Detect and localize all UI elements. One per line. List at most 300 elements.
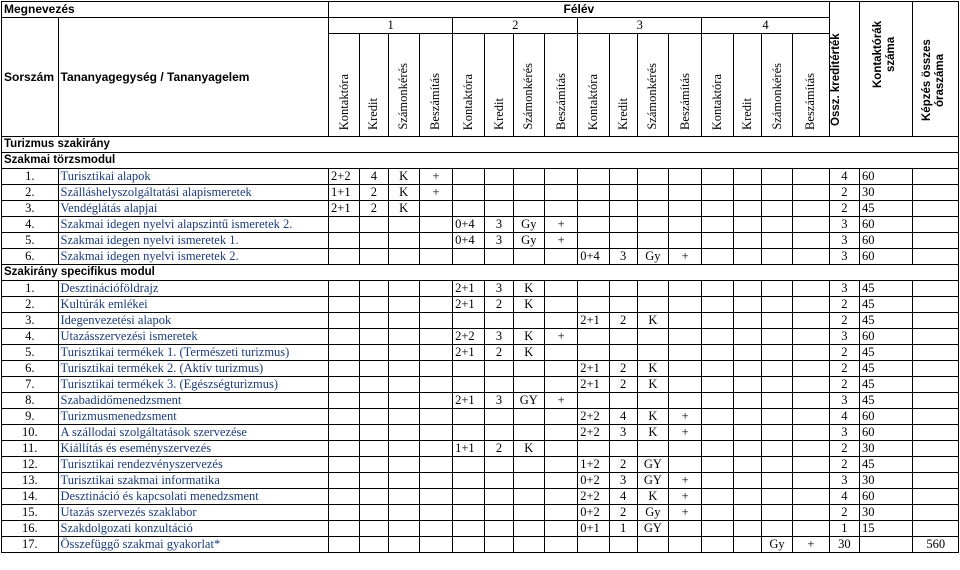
table-row (2, 217, 959, 233)
kontaktora-cell (578, 537, 609, 553)
kontaktora-cell (329, 297, 360, 313)
table-row (2, 393, 959, 409)
kontaktora-cell (702, 377, 733, 393)
kredit-cell (609, 217, 637, 233)
sem3-beszamitas-header: Beszámítás (669, 34, 702, 137)
sem2-kontaktora-header: Kontaktóra (453, 34, 485, 137)
beszamitas-cell (419, 489, 452, 505)
beszamitas-cell: + (669, 473, 702, 489)
kontaktorak-cell: 45 (859, 201, 912, 217)
kontaktora-cell: 2+1 (578, 377, 609, 393)
szamonkeres-cell (761, 185, 792, 201)
kontaktora-cell: 2+2 (578, 409, 609, 425)
table-row (2, 345, 959, 361)
beszamitas-cell (544, 425, 577, 441)
beszamitas-cell: + (793, 537, 830, 553)
kontaktorak-cell: 60 (859, 329, 912, 345)
szamonkeres-cell (761, 297, 792, 313)
beszamitas-cell (544, 377, 577, 393)
szamonkeres-cell (637, 201, 668, 217)
szamonkeres-cell (761, 425, 792, 441)
kontaktora-cell (702, 361, 733, 377)
row-number: 14. (2, 489, 59, 505)
beszamitas-cell (669, 361, 702, 377)
subject-name: Szabadidőmenedzsment (58, 393, 329, 409)
szamonkeres-cell (513, 489, 544, 505)
kredit-cell: 2 (609, 313, 637, 329)
kredit-cell (733, 457, 761, 473)
kredit-cell (360, 217, 388, 233)
beszamitas-cell (793, 217, 830, 233)
kredit-cell (733, 489, 761, 505)
kredit-cell (733, 425, 761, 441)
beszamitas-cell (793, 393, 830, 409)
kredit-cell (485, 409, 513, 425)
kontaktorak-cell: 45 (859, 377, 912, 393)
beszamitas-cell (544, 489, 577, 505)
kredit-cell (733, 185, 761, 201)
ossz-kredit-cell: 30 (829, 537, 859, 553)
beszamitas-cell (669, 297, 702, 313)
kredit-cell: 4 (609, 489, 637, 505)
semester-3-header: 3 (578, 18, 702, 34)
subject-name: Turisztikai termékek 1. (Természeti turizmus) (58, 345, 329, 361)
row-number: 2. (2, 185, 59, 201)
kepzes-cell (913, 377, 959, 393)
beszamitas-cell (669, 457, 702, 473)
semester-4-header: 4 (702, 18, 829, 34)
kredit-cell (360, 361, 388, 377)
beszamitas-cell (544, 169, 577, 185)
beszamitas-cell: + (544, 217, 577, 233)
kontaktora-cell (702, 169, 733, 185)
szamonkeres-cell: K (637, 425, 668, 441)
row-number: 4. (2, 329, 59, 345)
szamonkeres-cell (761, 361, 792, 377)
szamonkeres-cell (761, 489, 792, 505)
kontaktora-cell: 2+1 (453, 297, 485, 313)
table-row (2, 297, 959, 313)
kontaktora-cell (578, 169, 609, 185)
szamonkeres-cell: GY (513, 393, 544, 409)
kredit-cell: 2 (360, 201, 388, 217)
szamonkeres-cell (513, 169, 544, 185)
szamonkeres-cell: GY (637, 521, 668, 537)
beszamitas-cell (544, 297, 577, 313)
kontaktorak-cell: 60 (859, 233, 912, 249)
szamonkeres-cell (637, 281, 668, 297)
beszamitas-cell (793, 457, 830, 473)
kepzes-cell (913, 393, 959, 409)
beszamitas-cell (419, 377, 452, 393)
kredit-cell (360, 457, 388, 473)
beszamitas-cell (419, 297, 452, 313)
beszamitas-cell: + (669, 425, 702, 441)
szamonkeres-cell (388, 281, 419, 297)
kontaktora-cell (702, 425, 733, 441)
beszamitas-cell: + (544, 329, 577, 345)
kontaktora-cell (453, 169, 485, 185)
beszamitas-cell (544, 185, 577, 201)
sem3-szamonkeres-header: Számonkérés (637, 34, 668, 137)
szamonkeres-cell (761, 377, 792, 393)
beszamitas-cell (419, 521, 452, 537)
kontaktora-cell (702, 489, 733, 505)
beszamitas-cell (793, 409, 830, 425)
szamonkeres-cell: K (637, 489, 668, 505)
kontaktora-cell (329, 425, 360, 441)
kontaktora-cell (329, 361, 360, 377)
kontaktorak-cell: 30 (859, 505, 912, 521)
subject-name: Turizmusmenedzsment (58, 409, 329, 425)
beszamitas-cell (419, 201, 452, 217)
kredit-cell: 3 (609, 473, 637, 489)
beszamitas-cell: + (419, 169, 452, 185)
kontaktorak-cell: 30 (859, 185, 912, 201)
kredit-cell (360, 425, 388, 441)
beszamitas-cell: + (419, 185, 452, 201)
beszamitas-cell (669, 185, 702, 201)
kontaktora-cell (453, 185, 485, 201)
szamonkeres-cell: K (513, 441, 544, 457)
kepzes-cell (913, 457, 959, 473)
szamonkeres-cell (513, 537, 544, 553)
kredit-cell (733, 313, 761, 329)
kontaktorak-cell: 30 (859, 441, 912, 457)
semester-2-header: 2 (453, 18, 578, 34)
kredit-cell (733, 393, 761, 409)
section-szakirany-label: Turizmus szakirány (2, 137, 959, 153)
kredit-cell (485, 457, 513, 473)
beszamitas-cell (419, 361, 452, 377)
kontaktora-cell (702, 473, 733, 489)
szamonkeres-cell (513, 521, 544, 537)
table-row (2, 473, 959, 489)
szamonkeres-cell (761, 505, 792, 521)
kontaktora-cell (578, 281, 609, 297)
beszamitas-cell (669, 521, 702, 537)
beszamitas-cell (544, 457, 577, 473)
szamonkeres-cell (513, 505, 544, 521)
curriculum-table (1, 1, 959, 553)
beszamitas-cell (669, 233, 702, 249)
row-number: 7. (2, 377, 59, 393)
kepzes-cell (913, 409, 959, 425)
kredit-cell (609, 281, 637, 297)
subject-name: A szállodai szolgáltatások szervezése (58, 425, 329, 441)
kontaktorak-cell: 60 (859, 409, 912, 425)
kredit-cell (360, 377, 388, 393)
kontaktora-cell (702, 185, 733, 201)
szamonkeres-cell (388, 393, 419, 409)
kredit-cell (733, 233, 761, 249)
kredit-cell: 3 (485, 233, 513, 249)
kontaktora-cell (329, 457, 360, 473)
kontaktorak-cell: 45 (859, 393, 912, 409)
subject-name: Szálláshelyszolgáltatási alapismeretek (58, 185, 329, 201)
szamonkeres-cell (637, 185, 668, 201)
kredit-cell (360, 249, 388, 265)
subject-name: Turisztikai szakmai informatika (58, 473, 329, 489)
kontaktora-cell (329, 249, 360, 265)
szamonkeres-cell: Gy (637, 249, 668, 265)
kredit-cell (733, 345, 761, 361)
szamonkeres-cell (637, 329, 668, 345)
szamonkeres-cell: K (637, 377, 668, 393)
kontaktora-cell: 2+2 (329, 169, 360, 185)
beszamitas-cell (544, 281, 577, 297)
kontaktora-cell (702, 297, 733, 313)
beszamitas-cell (419, 233, 452, 249)
kredit-cell: 3 (609, 425, 637, 441)
kontaktora-cell (702, 313, 733, 329)
szamonkeres-cell (637, 393, 668, 409)
beszamitas-cell: + (669, 249, 702, 265)
sem4-beszamitas-header: Beszámítás (793, 34, 830, 137)
kepzes-cell (913, 249, 959, 265)
section-torzsmodul-label: Szakmai törzsmodul (2, 153, 959, 169)
kontaktora-cell (329, 489, 360, 505)
kontaktora-cell (702, 217, 733, 233)
szamonkeres-cell (388, 329, 419, 345)
beszamitas-cell (544, 505, 577, 521)
szamonkeres-cell (513, 185, 544, 201)
szamonkeres-cell (388, 505, 419, 521)
szamonkeres-cell (388, 249, 419, 265)
kontaktorak-cell: 60 (859, 169, 912, 185)
kontaktora-cell: 2+2 (578, 489, 609, 505)
beszamitas-cell: + (669, 409, 702, 425)
szamonkeres-cell (388, 361, 419, 377)
table-row (2, 377, 959, 393)
beszamitas-cell (419, 441, 452, 457)
beszamitas-cell (419, 329, 452, 345)
ossz-kredit-cell: 3 (829, 473, 859, 489)
kontaktora-cell (702, 201, 733, 217)
kepzes-cell (913, 489, 959, 505)
szamonkeres-cell (761, 409, 792, 425)
sem2-szamonkeres-header: Számonkérés (513, 34, 544, 137)
kepzes-cell (913, 169, 959, 185)
table-row (2, 169, 959, 185)
szamonkeres-cell: Gy (761, 537, 792, 553)
kontaktora-cell (329, 217, 360, 233)
beszamitas-cell (793, 521, 830, 537)
kontaktora-cell (702, 409, 733, 425)
kontaktorak-cell: 60 (859, 249, 912, 265)
szamonkeres-cell: K (637, 361, 668, 377)
sem1-kontaktora-header: Kontaktóra (329, 34, 360, 137)
kredit-cell (485, 425, 513, 441)
kepzes-cell (913, 201, 959, 217)
szamonkeres-cell (388, 537, 419, 553)
kredit-cell (360, 537, 388, 553)
ossz-kredit-cell: 3 (829, 217, 859, 233)
kepzes-cell (913, 521, 959, 537)
kredit-cell (733, 297, 761, 313)
szamonkeres-cell: Gy (513, 233, 544, 249)
kontaktora-cell (578, 329, 609, 345)
szamonkeres-cell (513, 201, 544, 217)
kontaktora-cell: 2+2 (578, 425, 609, 441)
kontaktora-cell (453, 457, 485, 473)
kredit-cell (360, 409, 388, 425)
kontaktorak-cell: 45 (859, 345, 912, 361)
kontaktora-cell (453, 361, 485, 377)
beszamitas-cell (669, 393, 702, 409)
kredit-cell (485, 473, 513, 489)
row-number: 10. (2, 425, 59, 441)
beszamitas-cell (793, 169, 830, 185)
beszamitas-cell: + (544, 233, 577, 249)
ossz-kredit-cell: 2 (829, 345, 859, 361)
kontaktora-cell (702, 345, 733, 361)
kontaktora-cell (578, 441, 609, 457)
szamonkeres-cell (513, 313, 544, 329)
kontaktora-cell (578, 345, 609, 361)
row-number: 13. (2, 473, 59, 489)
section-torzsmodul (2, 153, 959, 169)
kontaktora-cell (329, 345, 360, 361)
kontaktora-cell: 1+1 (329, 185, 360, 201)
kredit-cell (733, 377, 761, 393)
szamonkeres-cell (761, 473, 792, 489)
kontaktora-cell: 2+1 (578, 361, 609, 377)
kredit-cell (609, 169, 637, 185)
szamonkeres-cell (637, 169, 668, 185)
kontaktora-cell (702, 393, 733, 409)
kontaktora-cell (329, 281, 360, 297)
subject-name: Turisztikai termékek 2. (Aktív turizmus) (58, 361, 329, 377)
beszamitas-cell: + (669, 489, 702, 505)
ossz-kredit-cell: 2 (829, 361, 859, 377)
beszamitas-cell (793, 345, 830, 361)
ossz-kredit-cell: 1 (829, 521, 859, 537)
kredit-cell (609, 233, 637, 249)
ossz-kredit-cell: 2 (829, 377, 859, 393)
sem2-beszamitas-header: Beszámítás (544, 34, 577, 137)
szamonkeres-cell (388, 409, 419, 425)
table-row (2, 249, 959, 265)
kontaktora-cell (578, 185, 609, 201)
beszamitas-cell (544, 345, 577, 361)
kepzes-cell (913, 281, 959, 297)
kredit-cell (609, 537, 637, 553)
kontaktora-cell (453, 409, 485, 425)
beszamitas-cell (419, 473, 452, 489)
szamonkeres-cell (761, 441, 792, 457)
kredit-cell (485, 377, 513, 393)
szamonkeres-cell: K (388, 201, 419, 217)
kepzes-cell (913, 361, 959, 377)
kontaktora-cell (702, 505, 733, 521)
szamonkeres-cell (513, 457, 544, 473)
subject-name: Turisztikai alapok (58, 169, 329, 185)
szamonkeres-cell (761, 217, 792, 233)
sem1-kredit-header: Kredit (360, 34, 388, 137)
row-number: 5. (2, 345, 59, 361)
szamonkeres-cell: GY (637, 457, 668, 473)
row-number: 2. (2, 297, 59, 313)
szamonkeres-cell (761, 329, 792, 345)
subject-name: Utazás szervezés szaklabor (58, 505, 329, 521)
header-row-2 (2, 18, 959, 34)
kontaktora-cell: 2+1 (329, 201, 360, 217)
beszamitas-cell (669, 281, 702, 297)
kontaktora-cell (329, 409, 360, 425)
szamonkeres-cell (637, 441, 668, 457)
kontaktorak-header: Kontaktórák száma (859, 2, 912, 137)
table-row (2, 489, 959, 505)
kontaktora-cell: 2+1 (453, 281, 485, 297)
kepzes-cell (913, 185, 959, 201)
ossz-kredit-cell: 4 (829, 409, 859, 425)
row-number: 4. (2, 217, 59, 233)
kredit-cell: 4 (609, 409, 637, 425)
megnevezes-header: Megnevezés (2, 2, 329, 18)
kepzes-cell (913, 313, 959, 329)
szamonkeres-cell (388, 441, 419, 457)
kredit-cell (733, 537, 761, 553)
kredit-cell: 2 (609, 505, 637, 521)
szamonkeres-cell (388, 217, 419, 233)
kontaktora-cell (329, 537, 360, 553)
ossz-kredit-cell: 2 (829, 441, 859, 457)
kredit-cell: 2 (485, 297, 513, 313)
kredit-cell (733, 361, 761, 377)
kontaktora-cell (453, 249, 485, 265)
kredit-cell: 3 (485, 393, 513, 409)
kontaktora-cell (702, 537, 733, 553)
kontaktorak-cell: 30 (859, 473, 912, 489)
section-specifikus (2, 265, 959, 281)
kredit-cell: 2 (609, 361, 637, 377)
kepzes-cell (913, 233, 959, 249)
kredit-cell: 3 (485, 329, 513, 345)
kredit-cell (733, 329, 761, 345)
beszamitas-cell (544, 537, 577, 553)
szamonkeres-cell (388, 377, 419, 393)
row-number: 6. (2, 361, 59, 377)
kredit-cell (360, 233, 388, 249)
header-row-1 (2, 2, 959, 18)
kredit-cell: 2 (485, 441, 513, 457)
table-body (2, 137, 959, 553)
szamonkeres-cell (388, 313, 419, 329)
kredit-cell: 3 (609, 249, 637, 265)
szamonkeres-cell: K (388, 185, 419, 201)
section-szakirany (2, 137, 959, 153)
szamonkeres-cell: K (388, 169, 419, 185)
szamonkeres-cell (637, 345, 668, 361)
kredit-cell (360, 489, 388, 505)
sorszam-header: Sorszám (2, 18, 59, 137)
kontaktora-cell (702, 281, 733, 297)
szamonkeres-cell (637, 537, 668, 553)
row-number: 12. (2, 457, 59, 473)
kontaktora-cell (329, 233, 360, 249)
table-row (2, 361, 959, 377)
beszamitas-cell: + (544, 393, 577, 409)
szamonkeres-cell (761, 233, 792, 249)
kredit-cell (360, 505, 388, 521)
beszamitas-cell (419, 345, 452, 361)
subject-name: Desztinációföldrajz (58, 281, 329, 297)
table-row (2, 505, 959, 521)
szamonkeres-cell: K (513, 281, 544, 297)
kontaktorak-cell: 15 (859, 521, 912, 537)
beszamitas-cell (419, 537, 452, 553)
